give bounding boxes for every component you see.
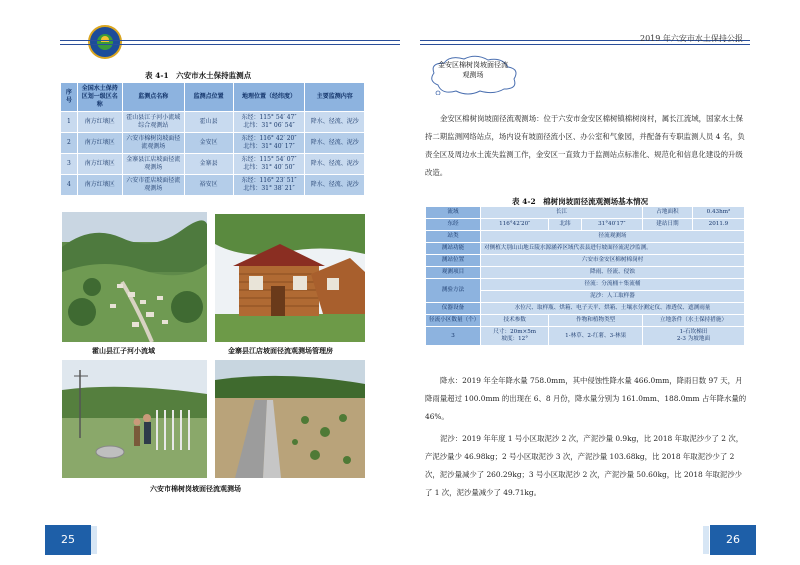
table-row [426,207,745,219]
table-cell: 金安区 [184,133,233,154]
table-cell: 1 [61,112,78,133]
header-rule [60,44,400,45]
header-rule [420,44,750,45]
table-cell: 泥沙：人工取样器 [481,291,745,303]
table-cell: 测站功能 [426,243,481,255]
page-number-left: 25 [45,525,91,555]
emblem-icon [88,25,122,59]
table-cell: 降水、径流、泥沙 [305,112,365,133]
table-cell: 2011.9 [692,219,744,231]
village-landscape-photo [62,212,207,342]
table-cell: 2 [61,133,78,154]
table1-caption: 表 4-1 六安市水土保持监测点 [145,71,252,80]
table-cell: 金寨县江店坡面径流观测场 [122,154,184,175]
table-cell: 站类 [426,231,481,243]
table-cell: 径流小区数量（个） [426,315,481,327]
table-row [61,133,365,154]
page-number-right: 26 [710,525,756,555]
table-cell: 降水、径流、泥沙 [305,175,365,196]
table-cell: 降雨、径流、侵蚀 [481,267,745,279]
table-cell: 长江 [481,207,643,219]
table-cell: 东经：116° 23′ 51″ 北纬：31° 38′ 21″ [233,175,305,196]
table-row [426,327,745,346]
table-row [61,154,365,175]
table-cell: 对侧植大别山山地丘陵水源涵养区域代表县进行坡面径流泥沙监测。 [481,243,745,255]
table-row [426,303,745,315]
table-cell: 霍山县江子河小流域综合观测站 [122,112,184,133]
table-cell: 南方红壤区 [77,133,122,154]
footer-stripe [91,526,97,554]
table2-caption: 表 4-2 棉树岗坡面径流观测场基本情况 [512,197,649,206]
monitoring-points-table [60,82,365,196]
table-row [426,315,745,327]
table-cell: 作物和植物类型 [549,315,643,327]
table-cell: 六安市棉树岗坡面径流观测场 [122,133,184,154]
table-cell: 东经 [426,219,481,231]
table-header-cell: 地理位置（经纬度） [233,83,305,112]
table-cell: 南方红壤区 [77,175,122,196]
table-cell: 裕安区 [184,175,233,196]
footer-stripe [703,526,709,554]
table-header-cell: 监测点位置 [184,83,233,112]
header-title: 2019 年六安市水土保持公报 [640,34,743,43]
callout-text: 金安区棉树岗坡面径流观测场 [438,61,508,79]
table-cell: 技术参数 [481,315,549,327]
table-cell: 立地条件（水土保持措施） [643,315,745,327]
table-cell: 1-林草、2-红薯、3-林果 [549,327,643,346]
table-cell: 东经：116° 42′ 20″ 北纬：31° 40′ 17″ [233,133,305,154]
runoff-field-photo [62,360,207,478]
table-row [426,243,745,255]
intro-paragraph: 金安区棉树岗坡面径流观测场：位于六安市金安区棉树镇棉树岗村，属长江流域，国家水土保持二期监测网络站点，场内设有坡面径流小区、办公室和气象园，并配备有专职监测人员 4 名，负责全区及周边水土流失监测工作，金安区一直致力于监测站点标准化、规范化和信息化建设的升级改造。 [425,114,745,177]
table-cell: 降水、径流、泥沙 [305,154,365,175]
table-cell: 3 [426,327,481,346]
table-cell: 流域 [426,207,481,219]
table-cell: 六安市金安区棉树棉岗村 [481,255,745,267]
table-header-cell: 序号 [61,83,78,112]
table-cell: 1-石坎梯田 2-3 为坡地面 [643,327,745,346]
header-rule [60,40,400,41]
table-cell: 3 [61,154,78,175]
table-cell: 东经：115° 54′ 07″ 北纬：31° 40′ 50″ [233,154,305,175]
site-info-table [425,206,745,346]
table-row [426,219,745,231]
table-header-cell: 主要监测内容 [305,83,365,112]
table-cell: 水位尺、取样瓶、烘箱、电子天平、烘箱、土壤水分测定仪、渗透仪、遮测雨量 [481,303,745,315]
table-header-row [61,83,365,112]
photo-caption: 霍山县江子河小流域 [92,346,155,355]
table-cell: 116°42′20″ [481,219,549,231]
table-row [61,112,365,133]
table-header-cell: 全国水土保持区划一级区名称 [77,83,122,112]
table-cell: 4 [61,175,78,196]
table-cell: 观测项目 [426,267,481,279]
table-cell: 径流观测场 [481,231,745,243]
table-cell: 南方红壤区 [77,112,122,133]
table-cell: 占地面积 [643,207,693,219]
table-cell: 测站位置 [426,255,481,267]
photo-caption: 六安市棉树岗坡面径流观测场 [150,484,241,493]
cabin-photo [215,214,365,342]
runoff-plot-channel-photo [215,360,365,478]
rainfall-paragraph: 降水：2019 年全年降水量 758.0mm，其中侵蚀性降水量 466.0mm，降雨日数 97 天，月降雨量超过 100.0mm 的出现在 6、8 月份，降水量分别为 161.0mm、188.0mm 占年降水量的 46%。 [425,376,747,421]
sediment-paragraph: 泥沙：2019 年年度 1 号小区取泥沙 2 次，产泥沙量 0.9kg，比 2018 年取泥沙少了 2 次，产泥沙量少 46.98kg；2 号小区取泥沙 3 次，产泥沙量 103.68kg，比 2018 年取泥沙少了 2 次，泥沙量减少了 260.29kg；3 号小区取泥沙 2 次，产泥沙量 50.60kg，比 2018 年取泥沙少了 1 次，泥沙量减少了 49.71kg。 [425,434,744,497]
table-row [426,231,745,243]
table-cell: 仪器设备 [426,303,481,315]
table-cell: 霍山县 [184,112,233,133]
table-cell: 0.43hm² [692,207,744,219]
table-cell: 南方红壤区 [77,154,122,175]
table-cell: 降水、径流、泥沙 [305,133,365,154]
table-cell: 径流：分流桶＋集流桶 [481,279,745,291]
table-cell: 东经：115° 54′ 47″ 北纬：31° 06′ 54″ [233,112,305,133]
table-row [426,267,745,279]
table-cell: 建站日期 [643,219,693,231]
table-cell: 尺寸：20m×5m 坡度：12° [481,327,549,346]
table-cell: 金寨县 [184,154,233,175]
photo-caption: 金寨县江店坡面径流观测场管理房 [228,346,333,355]
table-row [426,279,745,291]
table-row [426,255,745,267]
table-cell: 测验方法 [426,279,481,303]
table-header-cell: 监测点名称 [122,83,184,112]
table-cell: 31°40′17″ [581,219,642,231]
table-cell: 北纬 [549,219,581,231]
table-cell: 六安市霍店坡面径流观测场 [122,175,184,196]
table-row [61,175,365,196]
